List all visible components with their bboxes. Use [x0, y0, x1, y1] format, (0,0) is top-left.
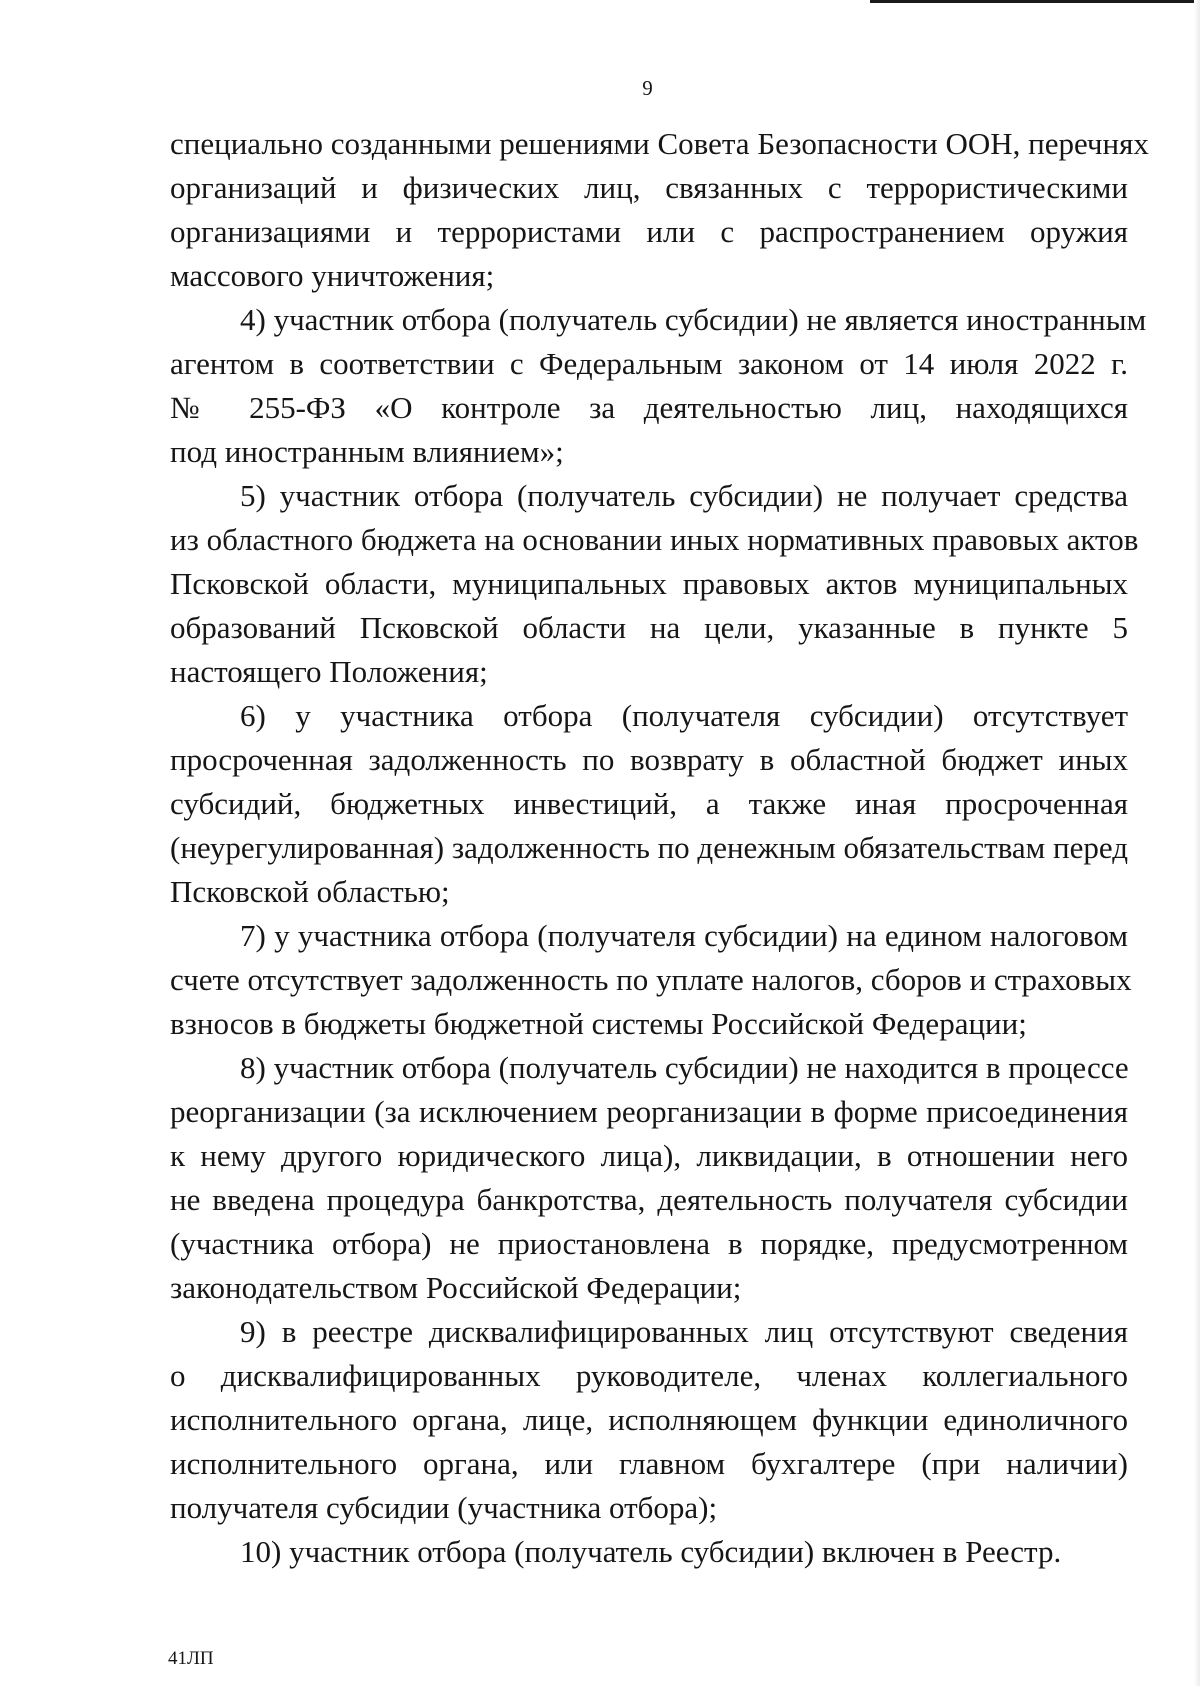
scan-top-rule: [870, 0, 1200, 3]
paragraph-line: 9) в реестре дисквалифицированных лиц отсутствуют сведения: [240, 1314, 1128, 1349]
paragraph-line: 10) участник отбора (получатель субсидии) включен в Реестр.: [240, 1534, 1062, 1569]
document-body: [170, 122, 1149, 1574]
paragraph-line: (неурегулированная) задолженность по денежным обязательствам перед: [170, 830, 1129, 865]
page-number: 9: [642, 76, 653, 100]
paragraph-line: исполнительного органа, или главном бухгалтере (при наличии): [170, 1446, 1128, 1481]
paragraph-line: массового уничтожения;: [170, 258, 495, 293]
paragraph-line: к нему другого юридического лица), ликвидации, в отношении него: [170, 1138, 1128, 1173]
paragraph-line: образований Псковской области на цели, указанные в пункте 5: [170, 610, 1128, 645]
paragraph-line: организаций и физических лиц, связанных с террористическими: [170, 170, 1128, 205]
paragraph-line: 8) участник отбора (получатель субсидии) не находится в процессе: [240, 1050, 1129, 1085]
paragraph: [170, 1310, 1128, 1530]
paragraph-line: не введена процедура банкротства, деятельность получателя субсидии: [170, 1182, 1128, 1217]
document-code: 41ЛП: [168, 1648, 214, 1669]
paragraph-line: (участника отбора) не приостановлена в порядке, предусмотренном: [170, 1226, 1128, 1261]
paragraph-line: просроченная задолженность по возврату в областной бюджет иных: [170, 742, 1128, 777]
paragraph: [170, 1530, 1128, 1574]
paragraph-line: 6) у участника отбора (получателя субсидии) отсутствует: [240, 698, 1128, 733]
paragraph-line: 5) участник отбора (получатель субсидии) не получает средства: [240, 478, 1128, 513]
paragraph-line: агентом в соответствии с Федеральным законом от 14 июля 2022 г.: [170, 346, 1128, 381]
paragraph-line: настоящего Положения;: [170, 654, 488, 689]
paragraph: [170, 474, 1139, 694]
paragraph-line: организациями и террористами или с распространением оружия: [170, 214, 1128, 249]
paragraph-line: 4) участник отбора (получатель субсидии) не является иностранным: [240, 302, 1147, 337]
paragraph-line: из областного бюджета на основании иных нормативных правовых актов: [170, 522, 1139, 557]
paragraph-line: № 255-ФЗ «О контроле за деятельностью лиц, находящихся: [170, 390, 1128, 425]
paragraph: [170, 694, 1128, 914]
paragraph-line: специально созданными решениями Совета Безопасности ООН, перечнях: [170, 126, 1149, 161]
scan-edge: [1194, 0, 1200, 1686]
paragraph-line: Псковской области, муниципальных правовых актов муниципальных: [170, 566, 1128, 601]
paragraph-line: исполнительного органа, лице, исполняющем функции единоличного: [170, 1402, 1128, 1437]
paragraph: [170, 122, 1149, 298]
paragraph-line: о дисквалифицированных руководителе, членах коллегиального: [170, 1358, 1128, 1393]
paragraph: [170, 298, 1147, 474]
paragraph-line: под иностранным влиянием»;: [170, 434, 564, 469]
paragraph: [170, 1046, 1128, 1310]
paragraph-line: реорганизации (за исключением реорганизации в форме присоединения: [170, 1094, 1128, 1129]
paragraph-line: законодательством Российской Федерации;: [170, 1270, 742, 1305]
paragraph-line: субсидий, бюджетных инвестиций, а также иная просроченная: [170, 786, 1128, 821]
paragraph-line: получателя субсидии (участника отбора);: [170, 1490, 718, 1525]
paragraph-line: 7) у участника отбора (получателя субсидии) на едином налоговом: [240, 918, 1128, 953]
paragraph-line: счете отсутствует задолженность по уплате налогов, сборов и страховых: [170, 962, 1132, 997]
paragraph-line: Псковской областью;: [170, 874, 450, 909]
paragraph-line: взносов в бюджеты бюджетной системы Российской Федерации;: [170, 1006, 1027, 1041]
paragraph: [170, 914, 1132, 1046]
